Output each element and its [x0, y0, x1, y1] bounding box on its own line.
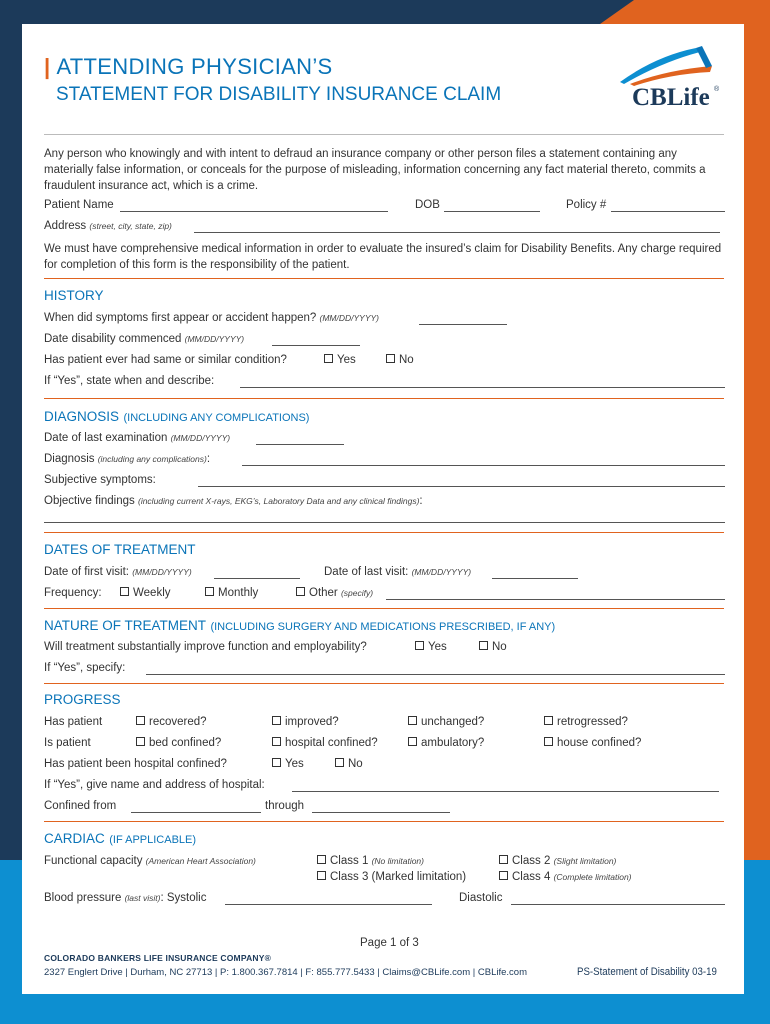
hospital-question-label: Has patient been hospital confined? — [44, 758, 227, 770]
checkbox-icon[interactable] — [544, 737, 553, 746]
improve-label: Will treatment substantially improve function and employability? — [44, 641, 367, 653]
checkbox-icon[interactable] — [272, 737, 281, 746]
checkbox-icon[interactable] — [499, 855, 508, 864]
unchanged-label: unchanged? — [421, 716, 485, 728]
hospital-name-field[interactable] — [292, 791, 719, 792]
checkbox-icon[interactable] — [317, 871, 326, 880]
symptoms-label-text: When did symptoms first appear or accident happen? — [44, 312, 317, 324]
last-visit-label-text: Date of last visit: — [324, 566, 409, 578]
diastolic-label: Diastolic — [459, 892, 503, 904]
diagnosis-divider — [44, 398, 724, 399]
frequency-monthly-option[interactable] — [205, 587, 258, 599]
checkbox-icon[interactable] — [136, 716, 145, 725]
patient-name-field[interactable] — [120, 211, 388, 212]
class4-label: Class 4 — [512, 871, 551, 883]
checkbox-icon[interactable] — [408, 716, 417, 725]
history-section-title: HISTORY — [44, 288, 104, 303]
weekly-label: Weekly — [133, 587, 171, 599]
improve-yes-option[interactable] — [415, 641, 447, 653]
disability-commenced-label — [44, 333, 244, 345]
functional-hint: (American Heart Association) — [145, 856, 256, 866]
checkbox-icon[interactable] — [415, 641, 424, 650]
objective-hint: (including current X-rays, EKG’s, Laboratory Data and any clinical findings) — [137, 496, 420, 506]
last-exam-field[interactable] — [256, 444, 344, 445]
class3-label: Class 3 (Marked limitation) — [330, 871, 467, 883]
logo-wordmark: CBLife — [632, 84, 710, 111]
improve-no-label: No — [492, 641, 507, 653]
first-visit-field[interactable] — [214, 578, 300, 579]
similar-yes-option[interactable] — [324, 354, 356, 366]
improve-yes-label: Yes — [428, 641, 447, 653]
checkbox-icon[interactable] — [324, 354, 333, 363]
other-label: Other — [309, 587, 338, 599]
specify-label: If “Yes”, specify: — [44, 662, 126, 674]
hospital-confined-option[interactable] — [272, 737, 378, 749]
last-exam-label — [44, 432, 230, 444]
dates-divider — [44, 532, 724, 533]
ambulatory-option[interactable] — [408, 737, 484, 749]
class2-label: Class 2 — [512, 855, 551, 867]
logo-swoosh-icon — [616, 46, 724, 86]
similar-yes-label: Yes — [337, 354, 356, 366]
diagnosis-field[interactable] — [242, 465, 725, 466]
diagnosis-label-text: Diagnosis — [44, 453, 95, 465]
describe-label: If “Yes”, state when and describe: — [44, 375, 215, 387]
disability-date-field[interactable] — [272, 345, 360, 346]
recovered-label: recovered? — [149, 716, 207, 728]
hospital-name-label: If “Yes”, give name and address of hospital: — [44, 779, 265, 791]
page-number: Page 1 of 3 — [360, 937, 419, 949]
through-label: through — [265, 800, 305, 812]
nature-title-text: NATURE OF TREATMENT — [44, 618, 206, 633]
checkbox-icon[interactable] — [479, 641, 488, 650]
bed-confined-label: bed confined? — [149, 737, 222, 749]
checkbox-icon[interactable] — [544, 716, 553, 725]
diagnosis-hint: (including any complications) — [97, 454, 207, 464]
background-left-band — [0, 0, 22, 1024]
class1-hint: (No limitation) — [371, 856, 424, 866]
history-divider — [44, 278, 724, 279]
header-divider — [44, 134, 724, 135]
improved-option[interactable] — [272, 716, 339, 728]
last-visit-field[interactable] — [492, 578, 578, 579]
company-address: 2327 Englert Drive | Durham, NC 27713 | P: 1.800.367.7814 | F: 855.777.5433 | Claims@CBLife.com | CBLife.com — [44, 967, 527, 978]
retrogressed-label: retrogressed? — [557, 716, 628, 728]
checkbox-icon[interactable] — [408, 737, 417, 746]
symptoms-hint: (MM/DD/YYYY) — [319, 313, 380, 323]
objective-colon: : — [419, 495, 423, 507]
company-name: COLORADO BANKERS LIFE INSURANCE COMPANY® — [44, 953, 272, 963]
address-label — [44, 220, 172, 232]
has-patient-label: Has patient — [44, 716, 103, 728]
cardiac-title-sub: (IF APPLICABLE) — [109, 834, 197, 846]
dates-section-title: DATES OF TREATMENT — [44, 542, 196, 557]
improved-label: improved? — [285, 716, 339, 728]
checkbox-icon[interactable] — [499, 871, 508, 880]
form-title — [44, 54, 333, 80]
class4-option[interactable] — [499, 871, 632, 883]
first-visit-hint: (MM/DD/YYYY) — [132, 567, 192, 577]
fraud-warning: Any person who knowingly and with intent to defraud an insurance company or other person files a statement containing any materially false information, or conceals for the purpose of misleading, information concerning any fact material thereto, commits a fraudulent insurance act, which is a crime. — [44, 148, 706, 192]
dob-label: DOB — [415, 199, 440, 211]
medical-info-note: We must have comprehensive medical information in order to evaluate the insured’s claim for Disability Benefits. Any charge required for completion of this form is the responsibility of the patient. — [44, 243, 722, 271]
monthly-label: Monthly — [218, 587, 259, 599]
objective-label — [44, 495, 423, 507]
diagnosis-title-sub: (INCLUDING ANY COMPLICATIONS) — [123, 412, 310, 424]
form-id: PS-Statement of Disability 03-19 — [577, 966, 717, 978]
patient-name-label: Patient Name — [44, 199, 114, 211]
policy-label: Policy # — [566, 199, 607, 211]
other-hint: (specify) — [340, 588, 374, 598]
frequency-weekly-option[interactable] — [120, 587, 171, 599]
functional-capacity-label — [44, 855, 256, 867]
class2-option[interactable] — [499, 855, 616, 867]
hospital-yes-option[interactable] — [272, 758, 304, 770]
diastolic-field[interactable] — [511, 904, 725, 905]
nature-title-sub: (INCLUDING SURGERY AND MEDICATIONS PRESCRIBED, IF ANY) — [210, 621, 556, 633]
hospital-no-label: No — [348, 758, 363, 770]
cardiac-title-text: CARDIAC — [44, 831, 105, 846]
confined-from-field[interactable] — [131, 812, 261, 813]
checkbox-icon[interactable] — [205, 587, 214, 596]
class1-label: Class 1 — [330, 855, 369, 867]
first-visit-label — [44, 566, 192, 578]
confined-through-field[interactable] — [312, 812, 450, 813]
progress-section-title: PROGRESS — [44, 692, 121, 707]
blood-pressure-label — [44, 892, 206, 904]
hospital-yes-label: Yes — [285, 758, 304, 770]
form-title-text: ATTENDING PHYSICIAN’S — [56, 54, 333, 79]
specify-field[interactable] — [146, 674, 725, 675]
disability-label-text: Date disability commenced — [44, 333, 182, 345]
background-bottom-band — [0, 994, 770, 1024]
dob-field[interactable] — [444, 211, 540, 212]
class3-option[interactable] — [317, 871, 466, 883]
background-right-band — [744, 0, 770, 1024]
checkbox-icon[interactable] — [317, 855, 326, 864]
subjective-label: Subjective symptoms: — [44, 474, 156, 486]
similar-no-label: No — [399, 354, 414, 366]
class4-hint: (Complete limitation) — [553, 872, 632, 882]
last-exam-hint: (MM/DD/YYYY) — [170, 433, 231, 443]
bp-hint: (last visit) — [124, 893, 161, 903]
checkbox-icon[interactable] — [272, 758, 281, 767]
systolic-label: : Systolic — [160, 892, 207, 904]
nature-section-title — [44, 617, 555, 635]
diagnosis-colon: : — [206, 453, 211, 465]
checkbox-icon[interactable] — [136, 737, 145, 746]
address-field[interactable] — [194, 232, 720, 233]
systolic-field[interactable] — [225, 904, 432, 905]
hospital-no-option[interactable] — [335, 758, 363, 770]
confined-from-label: Confined from — [44, 800, 117, 812]
form-page — [22, 24, 744, 994]
checkbox-icon[interactable] — [120, 587, 129, 596]
frequency-label: Frequency: — [44, 587, 102, 599]
functional-label-text: Functional capacity — [44, 855, 143, 867]
symptoms-label — [44, 312, 379, 324]
frequency-other-field[interactable] — [386, 599, 725, 600]
retrogressed-option[interactable] — [544, 716, 628, 728]
diagnosis-section-title — [44, 408, 309, 426]
house-confined-label: house confined? — [557, 737, 642, 749]
similar-condition-label: Has patient ever had same or similar condition? — [44, 354, 287, 366]
cardiac-divider — [44, 821, 724, 822]
bp-label-text: Blood pressure — [44, 892, 122, 904]
house-confined-option[interactable] — [544, 737, 641, 749]
diagnosis-title-text: DIAGNOSIS — [44, 409, 120, 424]
logo-registered-mark: ® — [714, 86, 720, 93]
cardiac-section-title — [44, 830, 196, 848]
checkbox-icon[interactable] — [386, 354, 395, 363]
nature-divider — [44, 608, 724, 609]
objective-label-text: Objective findings — [44, 495, 135, 507]
objective-field[interactable] — [44, 522, 725, 523]
address-hint: (street, city, state, zip) — [89, 221, 172, 231]
hospital-confined-label: hospital confined? — [285, 737, 378, 749]
recovered-option[interactable] — [136, 716, 207, 728]
last-visit-label — [324, 566, 471, 578]
bed-confined-option[interactable] — [136, 737, 221, 749]
checkbox-icon[interactable] — [296, 587, 305, 596]
policy-number-field[interactable] — [611, 211, 725, 212]
cblife-logo — [616, 46, 724, 116]
class2-hint: (Slight limitation) — [553, 856, 617, 866]
is-patient-label: Is patient — [44, 737, 91, 749]
first-visit-label-text: Date of first visit: — [44, 566, 129, 578]
diagnosis-label — [44, 453, 210, 465]
ambulatory-label: ambulatory? — [421, 737, 485, 749]
checkbox-icon[interactable] — [335, 758, 344, 767]
symptoms-date-field[interactable] — [419, 324, 507, 325]
describe-field[interactable] — [240, 387, 725, 388]
unchanged-option[interactable] — [408, 716, 484, 728]
similar-no-option[interactable] — [386, 354, 414, 366]
improve-no-option[interactable] — [479, 641, 507, 653]
subjective-field[interactable] — [198, 486, 725, 487]
progress-divider — [44, 683, 724, 684]
address-label-text: Address — [44, 220, 87, 232]
form-subtitle: STATEMENT FOR DISABILITY INSURANCE CLAIM — [56, 84, 502, 105]
class1-option[interactable] — [317, 855, 424, 867]
last-exam-label-text: Date of last examination — [44, 432, 168, 444]
disability-hint: (MM/DD/YYYY) — [184, 334, 245, 344]
frequency-other-option[interactable] — [296, 587, 373, 599]
last-visit-hint: (MM/DD/YYYY) — [411, 567, 472, 577]
checkbox-icon[interactable] — [272, 716, 281, 725]
title-accent-bar: | — [44, 54, 51, 79]
